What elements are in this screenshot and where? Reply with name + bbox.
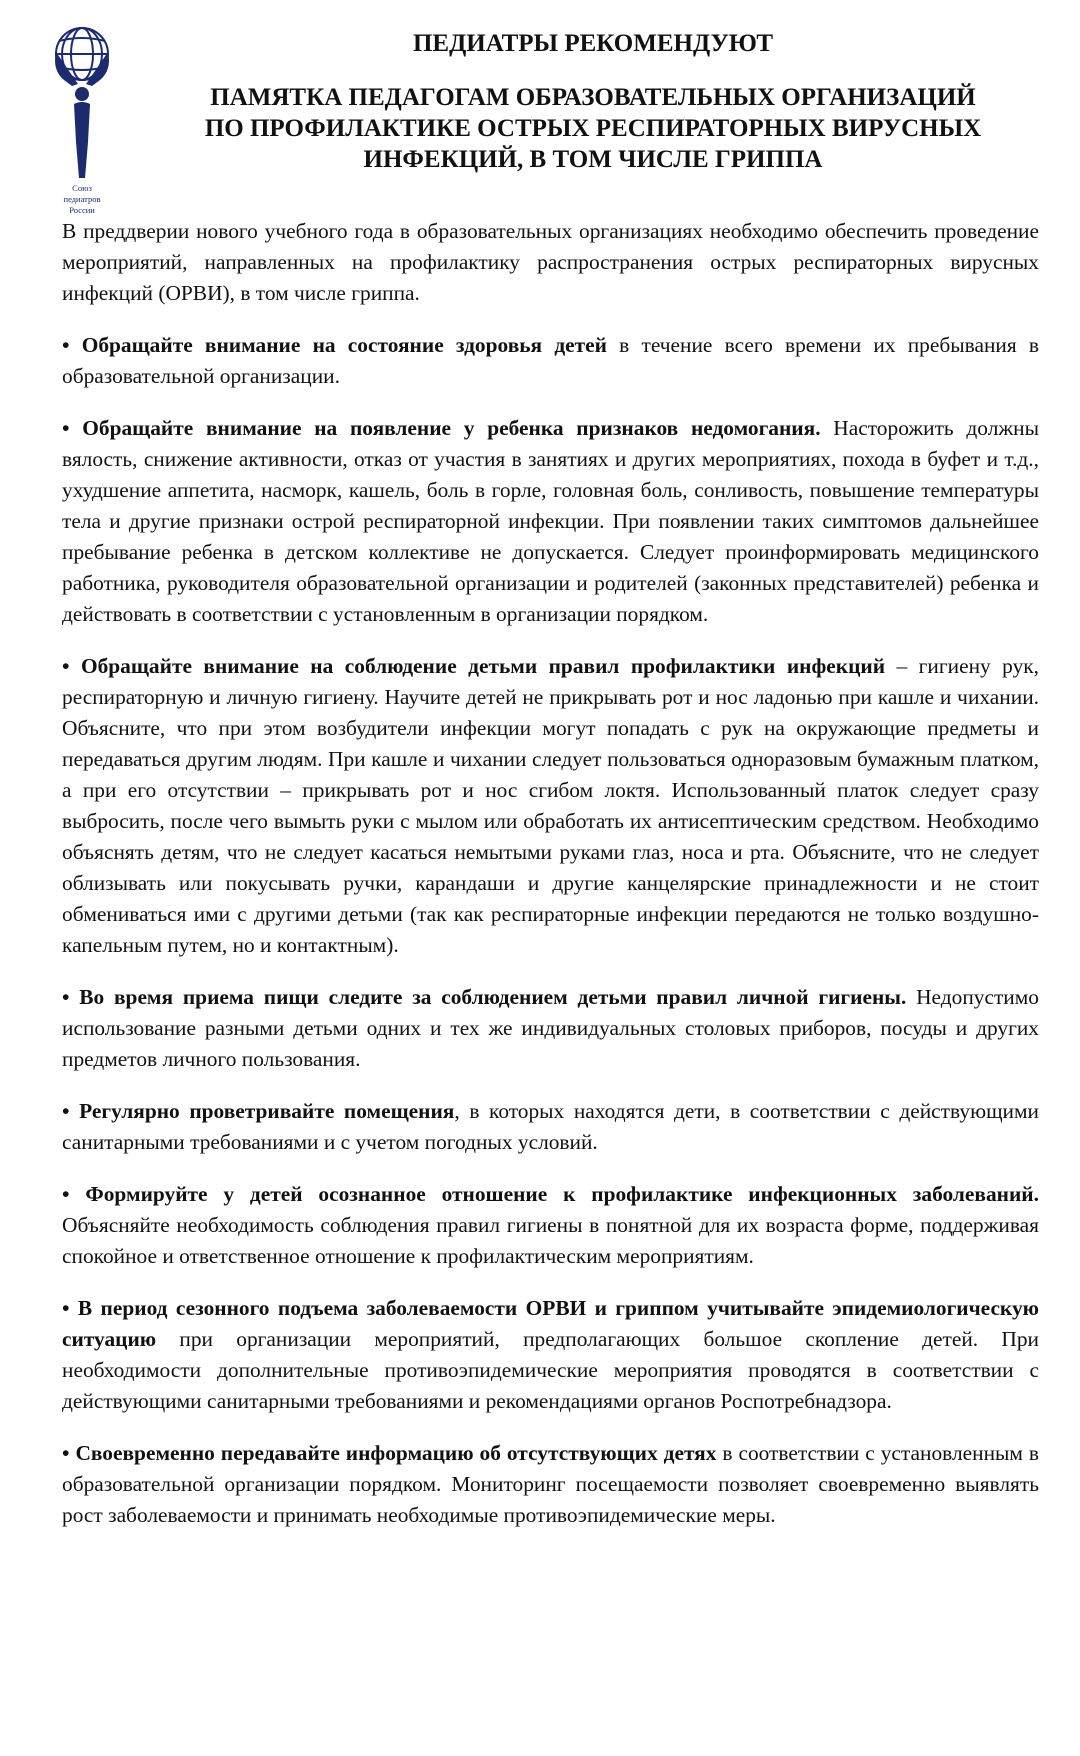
bullet: • <box>62 416 70 440</box>
document-title-line: ПАМЯТКА ПЕДАГОГАМ ОБРАЗОВАТЕЛЬНЫХ ОРГАНИЗАЦИЙ <box>210 84 976 111</box>
recommendation-heading: Обращайте внимание на состояние здоровья детей <box>81 333 607 357</box>
bullet: • <box>62 1182 70 1206</box>
organization-heading: ПЕДИАТРЫ РЕКОМЕНДУЮТ <box>412 30 774 57</box>
bullet: • <box>62 1296 70 1320</box>
recommendation-heading: В период сезонного подъема заболеваемости ОРВИ и гриппом учитывайте эпидемиологическую ситуацию <box>62 1296 1039 1351</box>
recommendation-heading: Во время приема пищи следите за соблюдением детьми правил личной гигиены. <box>79 985 907 1009</box>
recommendation-item <box>62 330 1039 392</box>
recommendation-text: Насторожить должны вялость, снижение активности, отказ от участия в занятиях и других мероприятиях, похода в буфет и т.д., ухудшение аппетита, насморк, кашель, боль в горле, головная боль, сонливость, повышение температуры тела и другие признаки острой респираторной инфекции. При появлении таких симптомов дальнейшее пребывание ребенка в детском коллективе не допускается. Следует проинформировать медицинского работника, руководителя образовательной организации и родителей (законных представителей) ребенка и действовать в соответствии с установленным в организации порядком. <box>62 416 1039 626</box>
recommendation-heading: Регулярно проветривайте помещения <box>79 1099 455 1123</box>
recommendation-heading: Формируйте у детей осознанное отношение к профилактике инфекционных заболеваний. <box>85 1182 1039 1206</box>
recommendation-item <box>62 1293 1039 1417</box>
recommendation-item <box>62 1438 1039 1531</box>
recommendation-item <box>62 1179 1039 1272</box>
bullet: • <box>62 333 70 357</box>
recommendation-item <box>62 413 1039 630</box>
recommendation-heading: Обращайте внимание на появление у ребенка признаков недомогания. <box>82 416 821 440</box>
bullet: • <box>62 985 70 1009</box>
recommendation-heading: Обращайте внимание на соблюдение детьми правил профилактики инфекций <box>80 654 886 678</box>
recommendation-text: – гигиену рук, респираторную и личную гигиену. Научите детей не прикрывать рот и нос ладонью при кашле и чихании. Объясните, что при этом возбудители инфекции могут попадать с рук на окружающие предметы и передаваться другим людям. При кашле и чихании следует пользоваться одноразовым бумажным платком, а при его отсутствии – прикрывать рот и нос сгибом локтя. Использованный платок следует сразу выбросить, после чего вымыть руки с мылом или обработать их антисептическим средством. Необходимо объяснять детям, что не следует касаться немытыми руками глаз, носа и рта. Объясните, что не следует облизывать или покусывать ручки, карандаши и другие канцелярские принадлежности и не стоит обмениваться ими с другими детьми (так как респираторные инфекции передаются не только воздушно-капельным путем, но и контактным). <box>62 654 1040 957</box>
bullet: • <box>62 654 70 678</box>
document-body <box>62 216 1039 1552</box>
recommendation-item <box>62 651 1039 961</box>
intro-paragraph: В преддверии нового учебного года в образовательных организациях необходимо обеспечить проведение мероприятий, направленных на профилактику распространения острых респираторных вирусных инфекций (ОРВИ), в том числе гриппа. <box>62 219 1039 305</box>
recommendation-text: при организации мероприятий, предполагающих большое скопление детей. При необходимости дополнительные противоэпидемические мероприятия проводятся в соответствии с действующими санитарными требованиями и рекомендациями органов Роспотребнадзора. <box>62 1327 1039 1413</box>
logo-caption-line: педиатров <box>63 194 101 204</box>
recommendation-text: Недопустимо использование разными детьми одних и тех же индивидуальных столовых приборов, посуды и других предметов личного пользования. <box>62 985 1039 1071</box>
recommendation-text: , в которых находятся дети, в соответствии с действующими санитарными требованиями и с учетом погодных условий. <box>62 1099 1039 1154</box>
recommendation-text: в соответствии с установленным в образовательной организации порядком. Мониторинг посещаемости позволяет своевременно выявлять рост заболеваемости и принимать необходимые противоэпидемические меры. <box>62 1441 1039 1527</box>
recommendation-item <box>62 982 1039 1075</box>
recommendation-heading: Своевременно передавайте информацию об отсутствующих детях <box>75 1441 717 1465</box>
logo-caption <box>40 183 124 216</box>
bullet: • <box>62 1441 70 1465</box>
bullet: • <box>62 1099 70 1123</box>
recommendation-text: в течение всего времени их пребывания в образовательной организации. <box>62 333 1039 388</box>
document-title-line: ПО ПРОФИЛАКТИКЕ ОСТРЫХ РЕСПИРАТОРНЫХ ВИРУСНЫХ <box>204 115 982 142</box>
document-title-line: ИНФЕКЦИЙ, В ТОМ ЧИСЛЕ ГРИППА <box>363 146 823 173</box>
recommendation-text: Объясняйте необходимость соблюдения правил гигиены в понятной для их возраста форме, поддерживая спокойное и ответственное отношение к профилактическим мероприятиям. <box>62 1213 1039 1268</box>
recommendation-item <box>62 1096 1039 1158</box>
logo-caption-line: России <box>69 205 95 215</box>
logo-caption-line: Союз <box>72 183 92 193</box>
